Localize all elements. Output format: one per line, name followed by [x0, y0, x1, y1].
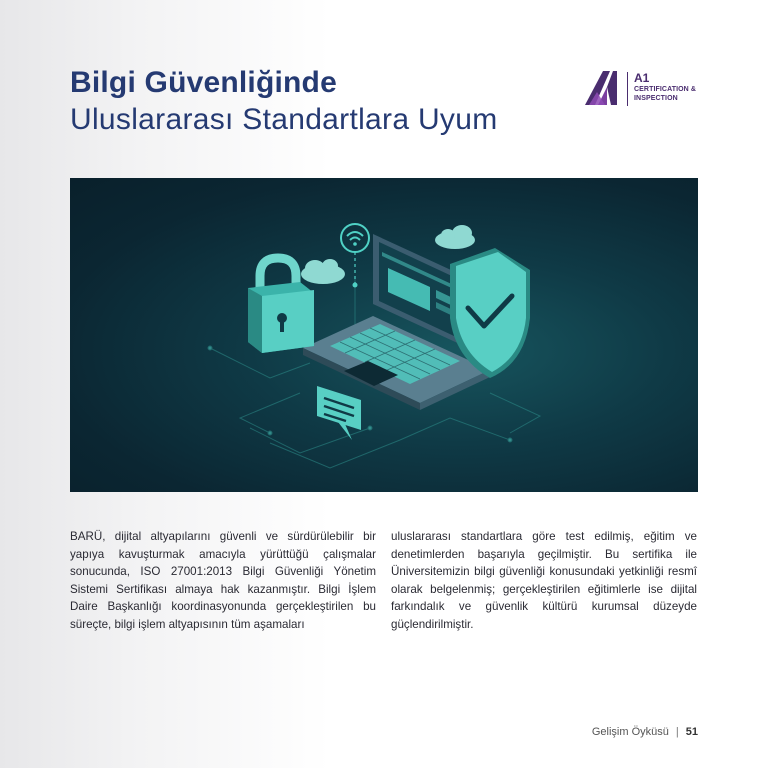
- logo-text: [634, 71, 696, 103]
- footer-section-title: Gelişim Öyküsü: [591, 726, 669, 738]
- body-text-left-column: BARÜ, dijital altyapılarını güvenli ve sürdürülebilir bir yapıya kavuşturmak amacıyla yürüttüğü çalışmalar sonucunda, ISO 27001:2013 Bilgi Güvenliği Yönetim Sistemi Sertifikası almaya hak kazanmıştır. Bilgi İşlem Daire Başkanlığı koordinasyonunda gerçekleştirilen bu süreçte, bilgi işlem altyapısının tüm aşamaları: [70, 530, 376, 631]
- a1-certification-logo: [583, 70, 703, 110]
- hero-cybersecurity-illustration: [70, 178, 698, 492]
- logo-line-2: INSPECTION: [634, 95, 678, 102]
- chat-bubble-icon: [317, 386, 361, 440]
- a1-logo-icon: [583, 70, 623, 106]
- page-number: 51: [685, 726, 698, 738]
- logo-line-1: CERTIFICATION &: [634, 86, 697, 93]
- page-footer: [592, 726, 698, 738]
- page-title: [70, 66, 498, 140]
- page-title-light: Uluslararası Standartlara Uyum: [70, 103, 498, 136]
- wifi-icon: [341, 224, 369, 288]
- body-text-right-column: uluslararası standartlara göre test edilmiş, eğitim ve denetimlerden başarıyla geçilmiştir. Bu sertifika ile Üniversitemizin bilgi güvenliği konusundaki yetkinliği resmî olarak belgelenmiş; gerçekleştirilen eğitimlerle ise dijital farkındalık ve güvenlik kültürü kurumsal düzeyde güçlendirilmiştir.: [391, 530, 697, 631]
- footer-separator: |: [675, 726, 679, 738]
- logo-divider: [627, 72, 628, 106]
- page-title-bold: Bilgi Güvenliğinde: [70, 66, 337, 99]
- logo-mark: A1: [634, 71, 650, 85]
